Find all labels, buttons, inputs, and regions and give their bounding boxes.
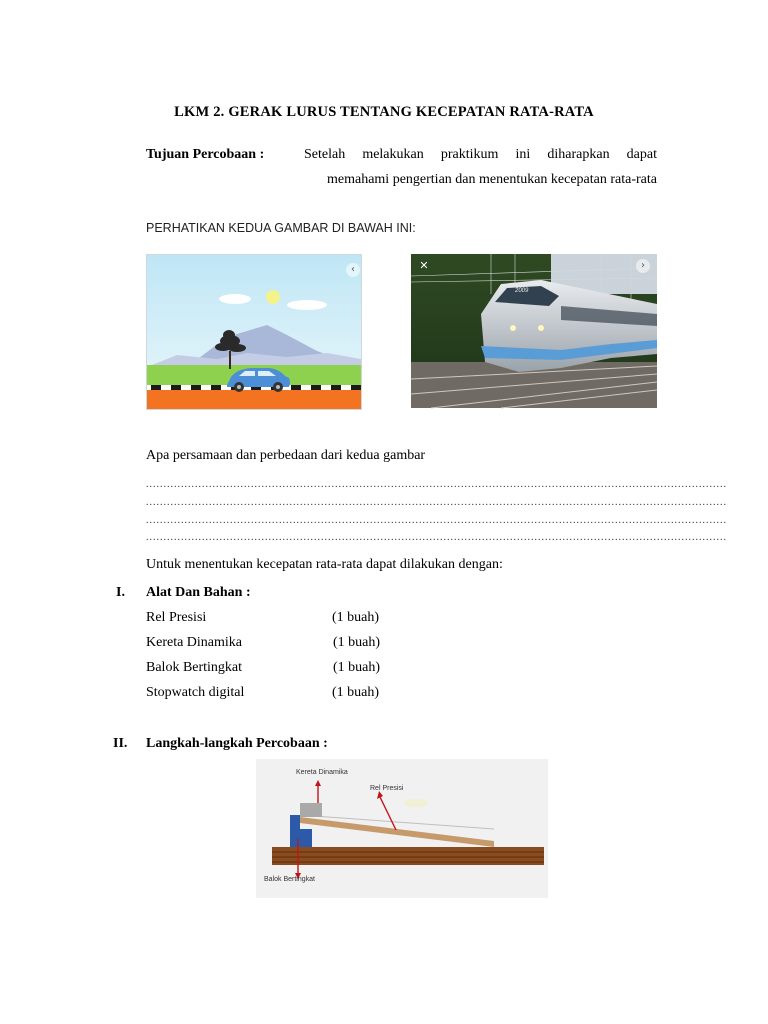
experiment-diagram <box>256 759 548 898</box>
item-name: Kereta Dinamika <box>146 635 243 650</box>
perhatikan-heading: PERHATIKAN KEDUA GAMBAR DI BAWAH INI: <box>146 221 416 235</box>
section1-heading: Alat Dan Bahan : <box>146 585 251 600</box>
train-image <box>411 254 657 408</box>
train-illustration <box>411 254 657 408</box>
item-name: Stopwatch digital <box>146 685 245 700</box>
label-rel-presisi: Rel Presisi <box>370 785 404 792</box>
item-name: Balok Bertingkat <box>146 660 243 675</box>
label-kereta-dinamika: Kereta Dinamika <box>296 769 348 776</box>
car-scene-illustration <box>147 255 361 409</box>
car-scene-image <box>146 254 362 410</box>
tujuan-label: Tujuan Percobaan : <box>146 147 265 162</box>
item-qty: (1 buah) <box>333 660 381 675</box>
section2-number: II. <box>113 736 128 751</box>
label-balok-bertingkat: Balok Bertingkat <box>264 876 315 883</box>
item-qty: (1 buah) <box>332 610 380 625</box>
section2-heading: Langkah-langkah Percobaan : <box>146 736 328 751</box>
page-title: LKM 2. GERAK LURUS TENTANG KECEPATAN RATA-RATA <box>174 104 594 120</box>
chevron-left-icon[interactable]: ‹ <box>346 263 360 277</box>
answer-line-3[interactable]: ...................................................................................................................................................................... <box>146 515 727 526</box>
question-text: Apa persamaan dan perbedaan dari kedua gambar <box>146 448 426 463</box>
tujuan-line2: memahami pengertian dan menentukan kecepatan rata-rata <box>327 172 657 187</box>
item-name: Rel Presisi <box>146 610 207 625</box>
close-icon[interactable]: ✕ <box>419 259 429 272</box>
tujuan-line1: Setelah melakukan praktikum ini diharapkan dapat <box>304 147 657 162</box>
instruction-text: Untuk menentukan kecepatan rata-rata dapat dilakukan dengan: <box>146 557 503 572</box>
answer-line-1[interactable]: ...................................................................................................................................................................... <box>146 479 727 490</box>
item-qty: (1 buah) <box>333 635 381 650</box>
answer-line-2[interactable]: ...................................................................................................................................................................... <box>146 497 727 508</box>
chevron-right-icon[interactable]: › <box>636 259 650 273</box>
section1-number: I. <box>116 585 125 600</box>
item-qty: (1 buah) <box>332 685 380 700</box>
answer-line-4[interactable]: ...................................................................................................................................................................... <box>146 532 727 543</box>
train-number: 2009 <box>515 288 529 294</box>
